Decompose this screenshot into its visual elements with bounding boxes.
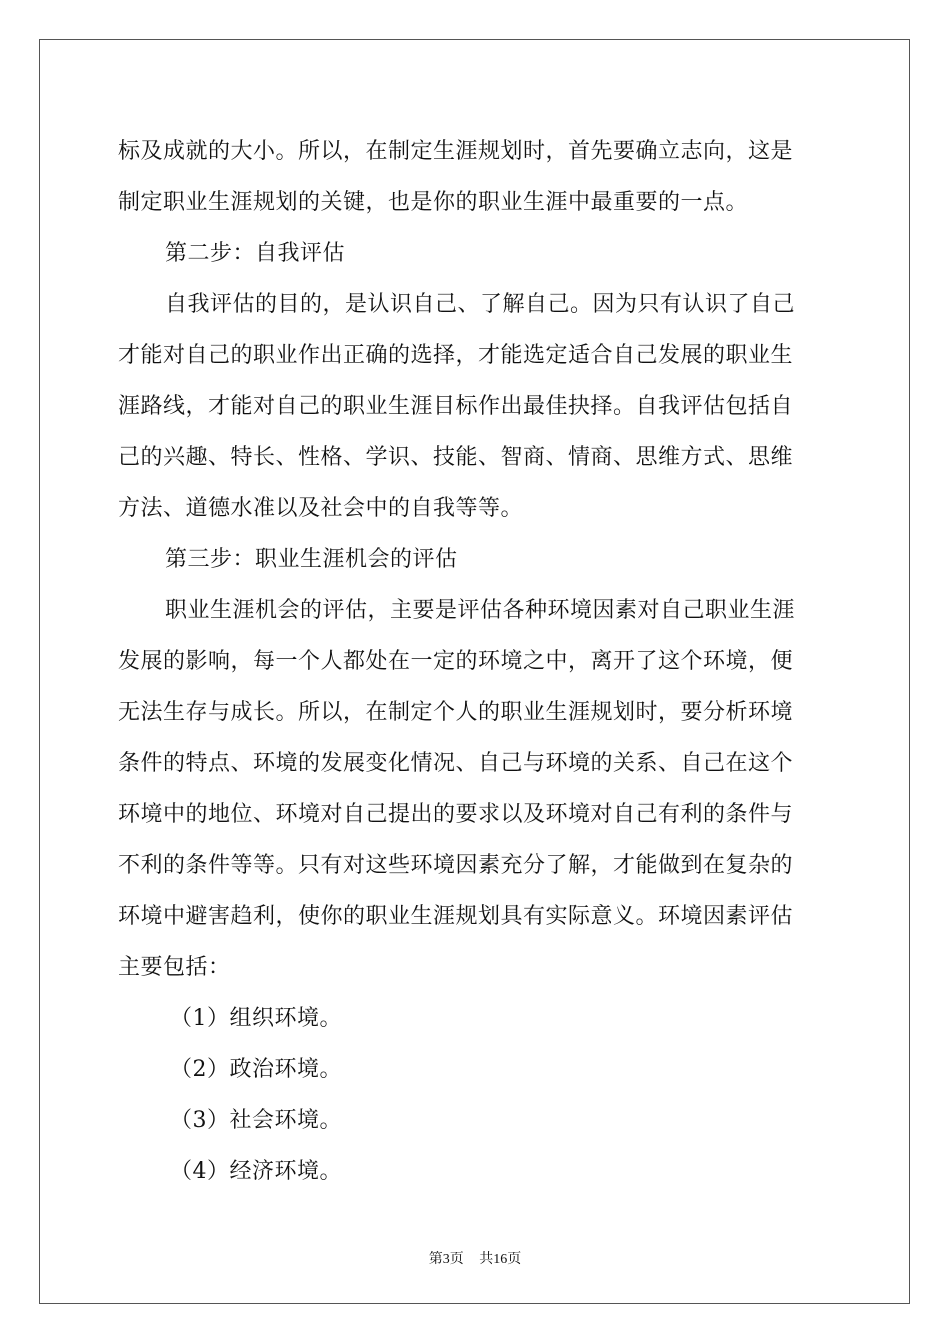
page-number: 第3页 <box>428 1252 464 1267</box>
list-item: （2）政治环境。 <box>170 1057 342 1082</box>
list-item: （1）组织环境。 <box>170 1006 342 1031</box>
page-footer <box>0 1248 950 1268</box>
body-line: 环境中的地位、环境对自己提出的要求以及环境对自己有利的条件与 <box>118 802 794 827</box>
body-line: 涯路线，才能对自己的职业生涯目标作出最佳抉择。自我评估包括自 <box>118 394 794 419</box>
list-item: （4）经济环境。 <box>170 1159 342 1184</box>
body-line: 标及成就的大小。所以，在制定生涯规划时，首先要确立志向，这是 <box>118 139 794 164</box>
body-line: 主要包括： <box>118 955 231 980</box>
body-line: 发展的影响，每一个人都处在一定的环境之中，离开了这个环境，便 <box>118 649 794 674</box>
body-line: 条件的特点、环境的发展变化情况、自己与环境的关系、自己在这个 <box>118 751 794 776</box>
body-line: 才能对自己的职业作出正确的选择，才能选定适合自己发展的职业生 <box>118 343 794 368</box>
body-line: 己的兴趣、特长、性格、学识、技能、智商、情商、思维方式、思维 <box>118 445 794 470</box>
list-item: （3）社会环境。 <box>170 1108 342 1133</box>
page-total: 共16页 <box>479 1252 522 1267</box>
body-line: 方法、道德水准以及社会中的自我等等。 <box>118 496 524 521</box>
section-heading-step-2: 第二步：自我评估 <box>165 241 346 266</box>
body-line: 职业生涯机会的评估，主要是评估各种环境因素对自己职业生涯 <box>165 598 796 623</box>
body-line: 制定职业生涯规划的关键，也是你的职业生涯中最重要的一点。 <box>118 190 749 215</box>
body-line: 不利的条件等等。只有对这些环境因素充分了解，才能做到在复杂的 <box>118 853 794 878</box>
document-body <box>118 126 834 1197</box>
section-heading-step-3: 第三步：职业生涯机会的评估 <box>165 547 458 572</box>
body-line: 无法生存与成长。所以，在制定个人的职业生涯规划时，要分析环境 <box>118 700 794 725</box>
body-line: 环境中避害趋利，使你的职业生涯规划具有实际意义。环境因素评估 <box>118 904 794 929</box>
body-line: 自我评估的目的，是认识自己、了解自己。因为只有认识了自己 <box>165 292 796 317</box>
